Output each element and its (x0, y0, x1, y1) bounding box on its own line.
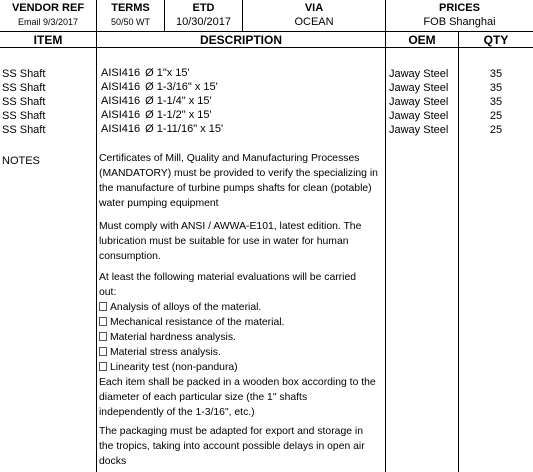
col-oem-heading: OEM (408, 33, 436, 47)
description-cell (101, 108, 212, 122)
col-item-heading: ITEM (33, 33, 63, 47)
oem-cell: Jaway Steel (389, 110, 449, 122)
col-description-heading: DESCRIPTION (199, 33, 282, 47)
header-divider (385, 0, 386, 32)
missing-glyph-icon (99, 332, 107, 341)
description-cell (101, 122, 223, 136)
notes-line: consumption. (99, 251, 161, 262)
notes-label: NOTES (2, 155, 40, 167)
diameter-symbol: Ø (145, 81, 154, 93)
diameter-symbol: Ø (145, 123, 154, 135)
item-cell: SS Shaft (2, 68, 46, 80)
oem-cell: Jaway Steel (389, 82, 449, 94)
qty-cell: 25 (489, 110, 503, 122)
description-cell (101, 66, 190, 80)
size-text: 1-3/16" x 15' (156, 81, 218, 93)
header-bottom-rule (0, 31, 533, 32)
qty-cell: 35 (489, 68, 503, 80)
item-cell: SS Shaft (2, 96, 46, 108)
notes-paragraph-packaging (99, 424, 385, 469)
bullet-text: Material hardness analysis. (110, 332, 236, 343)
notes-line: out: (99, 287, 117, 298)
qty-cell: 35 (489, 96, 503, 108)
evaluation-bullet (99, 330, 385, 345)
terms-value: 50/50 WT (110, 17, 150, 27)
notes-line: lubrication must be suitable for use in water for human (99, 236, 349, 247)
item-cell: SS Shaft (2, 124, 46, 136)
item-cell: SS Shaft (2, 110, 46, 122)
oem-cell: Jaway Steel (389, 68, 449, 80)
notes-line: docks (99, 456, 127, 467)
col-qty-heading: QTY (483, 33, 509, 47)
body-divider (385, 31, 386, 472)
oem-cell: Jaway Steel (389, 124, 449, 136)
size-text: 1-11/16" x 15' (156, 123, 224, 135)
oem-cell: Jaway Steel (389, 96, 449, 108)
bullet-text: Linearity test (non-pandura) (110, 362, 238, 373)
qty-cell: 25 (489, 124, 503, 136)
prices-value: FOB Shanghai (423, 16, 496, 28)
notes-line: Must comply with ANSI / AWWA-E101, latest edition. The (99, 221, 362, 232)
missing-glyph-icon (99, 362, 107, 371)
diameter-symbol: Ø (145, 67, 154, 79)
terms-label: TERMS (111, 2, 150, 14)
header-divider (164, 0, 165, 32)
via-value: OCEAN (294, 16, 334, 28)
description-cell (101, 94, 212, 108)
size-text: 1"x 15' (156, 67, 190, 79)
notes-line: independently of the 1-3/16", etc.) (99, 407, 255, 418)
notes-line: the tropics, taking into account possible delays in open air (99, 441, 365, 452)
qty-cell: 35 (489, 82, 503, 94)
notes-line: Certificates of Mill, Quality and Manufacturing Processes (99, 153, 360, 164)
bullet-text: Analysis of alloys of the material. (110, 302, 262, 313)
notes-paragraph-evaluations (99, 270, 385, 420)
item-cell: SS Shaft (2, 82, 46, 94)
etd-value: 10/30/2017 (175, 16, 232, 28)
notes-line: the manufacture of turbine pumps shafts for clean (potable) (99, 183, 372, 194)
bullet-text: Mechanical resistance of the material. (110, 317, 285, 328)
missing-glyph-icon (99, 302, 107, 311)
diameter-symbol: Ø (145, 95, 154, 107)
notes-paragraph-certificates (99, 151, 385, 211)
etd-label: ETD (192, 2, 215, 14)
notes-line: Each item shall be packed in a wooden box according to the (99, 377, 376, 388)
notes-line: The packaging must be adapted for export and storage in (99, 426, 363, 437)
vendor-ref-label: VENDOR REF (11, 2, 85, 14)
evaluation-bullet (99, 300, 385, 315)
header-divider (96, 0, 97, 32)
evaluation-bullet (99, 315, 385, 330)
missing-glyph-icon (99, 317, 107, 326)
prices-label: PRICES (439, 2, 480, 14)
material-text: AISI416 (101, 95, 141, 107)
vendor-ref-value: Email 9/3/2017 (17, 17, 79, 27)
notes-line: (MANDATORY) must be provided to verify the specializing in (99, 168, 378, 179)
notes-line: At least the following material evaluations will be carried (99, 272, 357, 283)
notes-line: water pumping equipment (99, 198, 219, 209)
size-text: 1-1/4" x 15' (156, 95, 212, 107)
size-text: 1-1/2" x 15' (156, 109, 212, 121)
notes-paragraph-compliance (99, 219, 385, 264)
evaluation-bullet (99, 345, 385, 360)
description-cell (101, 80, 218, 94)
column-heading-rule (0, 47, 533, 48)
missing-glyph-icon (99, 347, 107, 356)
diameter-symbol: Ø (145, 109, 154, 121)
body-divider (96, 31, 97, 472)
evaluation-bullet (99, 360, 385, 375)
material-text: AISI416 (101, 67, 141, 79)
material-text: AISI416 (101, 109, 141, 121)
via-label: VIA (304, 2, 324, 14)
material-text: AISI416 (101, 123, 141, 135)
material-text: AISI416 (101, 81, 141, 93)
header-divider (242, 0, 243, 32)
bullet-text: Material stress analysis. (110, 347, 221, 358)
notes-line: diameter of each particular size (the 1" shafts (99, 392, 308, 403)
